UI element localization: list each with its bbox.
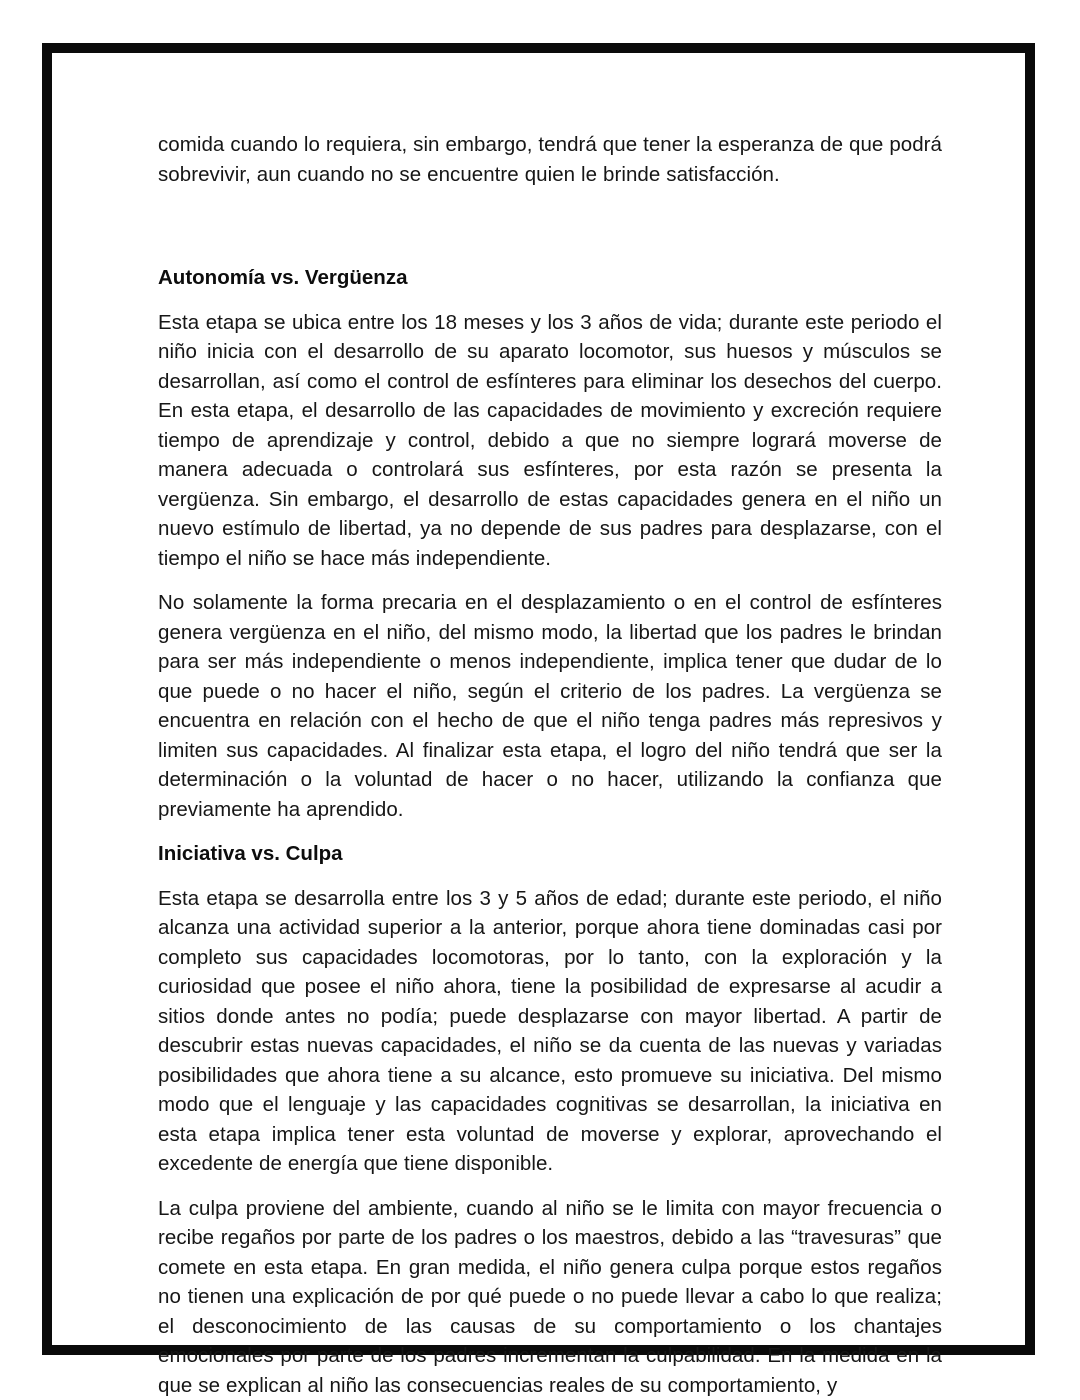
spacer-between-iniciativa-paragraphs [158, 1179, 942, 1194]
iniciativa-paragraph-2: La culpa proviene del ambiente, cuando al niño se le limita con mayor frecuencia o recibe regaños por parte de los padres o los maestros, debido a las “travesuras” que comete en esta etapa. En gran medida, el niño genera culpa porque estos regaños no tienen una explicación de por qué puede o no puede llevar a cabo lo que realiza; el desconocimiento de las causas de su comportamiento o los chantajes emocionales por parte de los padres incrementan la culpabilidad. En la medida en la que se explican al niño las consecuencias reales de su comportamiento, y [158, 1194, 942, 1400]
autonomia-paragraph-1: Esta etapa se ubica entre los 18 meses y los 3 años de vida; durante este periodo el niño inicia con el desarrollo de su aparato locomotor, sus huesos y músculos se desarrollan, así como el control de esfínteres para eliminar los desechos del cuerpo. En esta etapa, el desarrollo de las capacidades de movimiento y excreción requiere tiempo de aprendizaje y control, debido a que no siempre logrará moverse de manera adecuada o controlará sus esfínteres, por esta razón se presenta la vergüenza. Sin embargo, el desarrollo de estas capacidades genera en el niño un nuevo estímulo de libertad, ya no depende de sus padres para desplazarse, con el tiempo el niño se hace más independiente. [158, 308, 942, 574]
heading-iniciativa-vs-culpa: Iniciativa vs. Culpa [158, 839, 942, 869]
spacer-after-heading-autonomia [158, 293, 942, 308]
intro-paragraph: comida cuando lo requiera, sin embargo, tendrá que tener la esperanza de que podrá sobrevivir, aun cuando no se encuentre quien le brinde satisfacción. [158, 130, 942, 189]
autonomia-paragraph-2: No solamente la forma precaria en el desplazamiento o en el control de esfínteres genera vergüenza en el niño, del mismo modo, la libertad que los padres le brindan para ser más independiente o menos independiente, implica tener que dudar de lo que puede o no hacer el niño, según el criterio de los padres. La vergüenza se encuentra en relación con el hecho de que el niño tenga padres más represivos y limiten sus capacidades. Al finalizar esta etapa, el logro del niño tendrá que ser la determinación o la voluntad de hacer o no hacer, utilizando la confianza que previamente ha aprendido. [158, 588, 942, 824]
document-text-column [158, 130, 942, 1400]
heading-autonomia-vs-verguenza: Autonomía vs. Vergüenza [158, 263, 942, 293]
spacer-between-autonomia-paragraphs [158, 573, 942, 588]
spacer-before-heading-autonomia [158, 189, 942, 263]
spacer-before-heading-iniciativa [158, 824, 942, 839]
iniciativa-paragraph-1: Esta etapa se desarrolla entre los 3 y 5 años de edad; durante este periodo, el niño alcanza una actividad superior a la anterior, porque ahora tiene dominadas casi por completo sus capacidades locomotoras, por lo tanto, con la exploración y la curiosidad que posee el niño ahora, tiene la posibilidad de expresarse al acudir a sitios donde antes no podía; puede desplazarse con mayor libertad. A partir de descubrir estas nuevas capacidades, el niño se da cuenta de las nuevas y variadas posibilidades que ahora tiene a su alcance, esto promueve su iniciativa. Del mismo modo que el lenguaje y las capacidades cognitivas se desarrollan, la iniciativa en esta etapa implica tener esta voluntad de moverse y explorar, aprovechando el excedente de energía que tiene disponible. [158, 884, 942, 1179]
spacer-after-heading-iniciativa [158, 869, 942, 884]
page-border-frame [42, 43, 1035, 1355]
